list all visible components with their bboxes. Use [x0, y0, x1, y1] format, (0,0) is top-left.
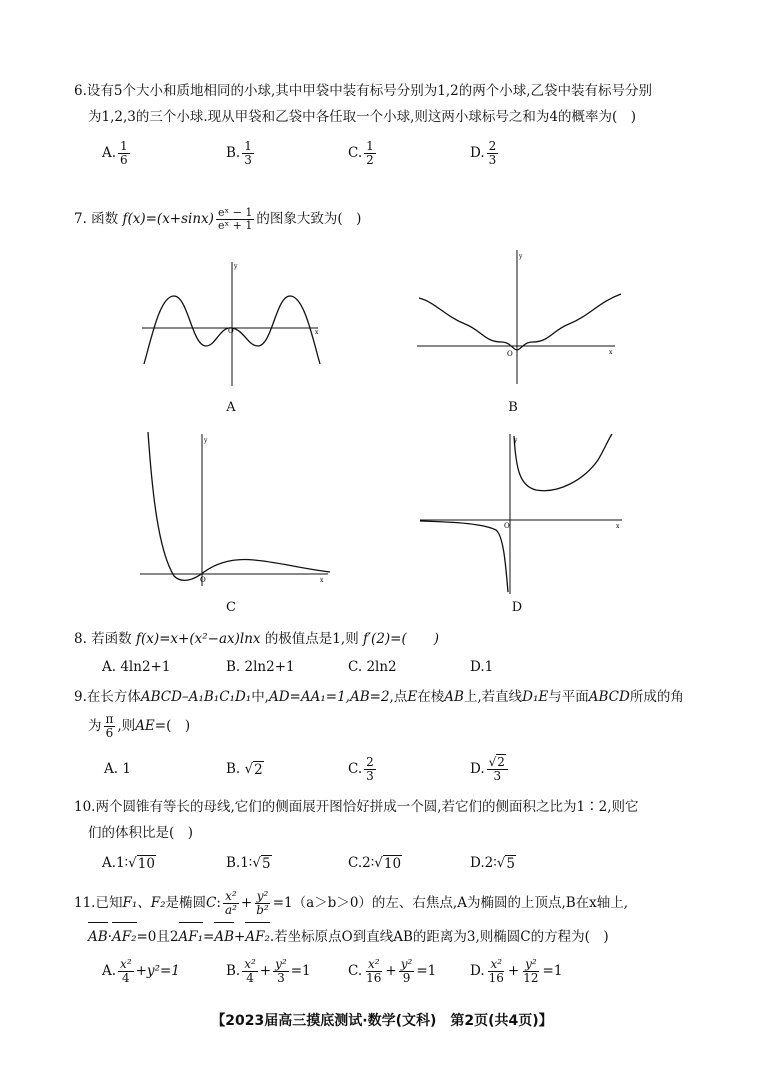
graph-b-origin: O [507, 350, 513, 358]
graph-c-x-label: x [320, 577, 324, 584]
q6-line2: 为1,2,3的三个小球.现从甲袋和乙袋中各任取一个小球,则这两小球标号之和为4的概率为( ) [88, 109, 637, 125]
graph-b-curve [419, 294, 621, 350]
graph-d-label: D [511, 600, 523, 615]
graph-d [418, 430, 628, 596]
graph-a-x-label: x [315, 329, 319, 336]
q11-option-c: C. $\frac{\text{x²}}{16}$ + $\frac{\text{y²}}{9}$ =1 [348, 956, 437, 985]
q9-line2: 为 $\frac{\pi}{6}$ ,则 AE =( ) [88, 711, 191, 740]
q9-option-d: D. $\frac{√2}{3}$ [470, 752, 510, 786]
q11-option-a: A. $\frac{\text{x²}}{4}$ +y²=1 [102, 956, 180, 985]
q9-line1: 9.在长方体ABCD–A₁B₁C₁D₁中,AD=AA₁=1,AB=2,点E在棱AB上,若直线D₁E与平面ABCD所成的角 [74, 689, 684, 705]
q6-option-d: D. $\frac{2}{3}$ [470, 138, 497, 167]
page-footer: 【2023届高三摸底测试·数学(文科) 第2页(共4页)】 [211, 1013, 553, 1029]
q6-option-a: A. $\frac{1}{6}$ [102, 138, 128, 167]
graph-b [415, 246, 625, 386]
question-7: 7. 函数 f(x)=(x+sinx) $\frac{\text{eˣ − 1}}{\text{eˣ + 1}}$ 的图象大致为( ) [74, 205, 362, 232]
graph-d-curve-left [420, 521, 508, 592]
q10-options [102, 846, 702, 880]
graph-b-label: B [508, 400, 518, 415]
graph-c [138, 430, 334, 588]
q9-option-c: C. $\frac{2}{3}$ [348, 754, 374, 783]
q10-line1: 10.两个圆锥有等长的母线,它们的侧面展开图恰好拼成一个圆,若它们的侧面积之比为1∶2,则它 [74, 799, 639, 815]
question-11 [74, 886, 714, 950]
question-9 [74, 684, 714, 742]
q10-option-c: C. 2∶ √ 10 [348, 855, 402, 872]
q11-option-b: B. $\frac{\text{x²}}{4}$ + $\frac{\text{y²}}{3}$ =1 [226, 956, 311, 985]
graph-d-curve-right [514, 434, 612, 491]
question-10 [74, 794, 714, 846]
q8-option-d: D. 1 [470, 659, 494, 675]
q10-option-b: B. 1∶ √ 5 [226, 855, 271, 872]
graph-a-origin: O [228, 327, 234, 335]
graph-c-label: C [226, 600, 236, 615]
question-6 [74, 78, 714, 130]
graph-b-x-label: x [609, 349, 613, 356]
q11-options [102, 954, 702, 988]
graph-a-label: A [226, 400, 236, 415]
q9-option-a: A. 1 [104, 761, 131, 777]
question-8: 8. 若函数 f(x)=x+(x²−ax)lnx 的极值点是1,则 f′(2)=( ) [74, 631, 440, 647]
q11-line2: AB·AF₂=0且2AF₁=AB+AF₂.若坐标原点O到直线AB的距离为3,则椭圆C的方程为( ) [74, 924, 714, 950]
q8-option-c: C. 2ln2 [348, 659, 397, 675]
graph-d-y-label: y [514, 437, 518, 444]
graph-d-origin: O [504, 522, 510, 530]
q6-option-b: B. $\frac{1}{3}$ [226, 138, 252, 167]
q10-line2: 们的体积比是( ) [88, 825, 194, 841]
graph-b-y-label: y [519, 253, 523, 260]
q8-options [102, 650, 702, 684]
q6-option-c: C. $\frac{1}{2}$ [348, 138, 374, 167]
q6-options [102, 136, 702, 170]
graph-d-x-label: x [616, 523, 620, 530]
q9-option-b: B. √ 2 [226, 761, 263, 778]
graph-a-y-label: y [234, 263, 238, 270]
q10-option-d: D. 2∶ √ 5 [470, 855, 515, 872]
graph-c-curve [148, 432, 330, 580]
q6-line1: 6.设有5个大小和质地相同的小球,其中甲袋中装有标号分别为1,2的两个小球,乙袋中装有标号分别 [74, 83, 653, 99]
q11-option-d: D. $\frac{\text{x²}}{16}$ + $\frac{\text{y²}}{12}$ =1 [470, 956, 563, 985]
q9-options [102, 752, 702, 786]
graph-c-y-label: y [204, 437, 208, 444]
q11-line1: 11.已知 F₁、F₂ 是椭圆 C : $\frac{\text{x²}}{\text{a²}}$ + $\frac{\text{y²}}{\text{b²}}$ =1（a＞b＞0）的左、右焦点,A为椭圆的上顶点,B在x轴上, [74, 888, 629, 917]
graph-c-origin: O [200, 576, 206, 584]
q8-option-b: B. 2ln2+1 [226, 659, 295, 675]
q10-option-a: A. 1∶ √ 10 [102, 855, 155, 872]
q8-option-a: A. 4ln2+1 [102, 659, 171, 675]
graph-a [140, 256, 330, 391]
